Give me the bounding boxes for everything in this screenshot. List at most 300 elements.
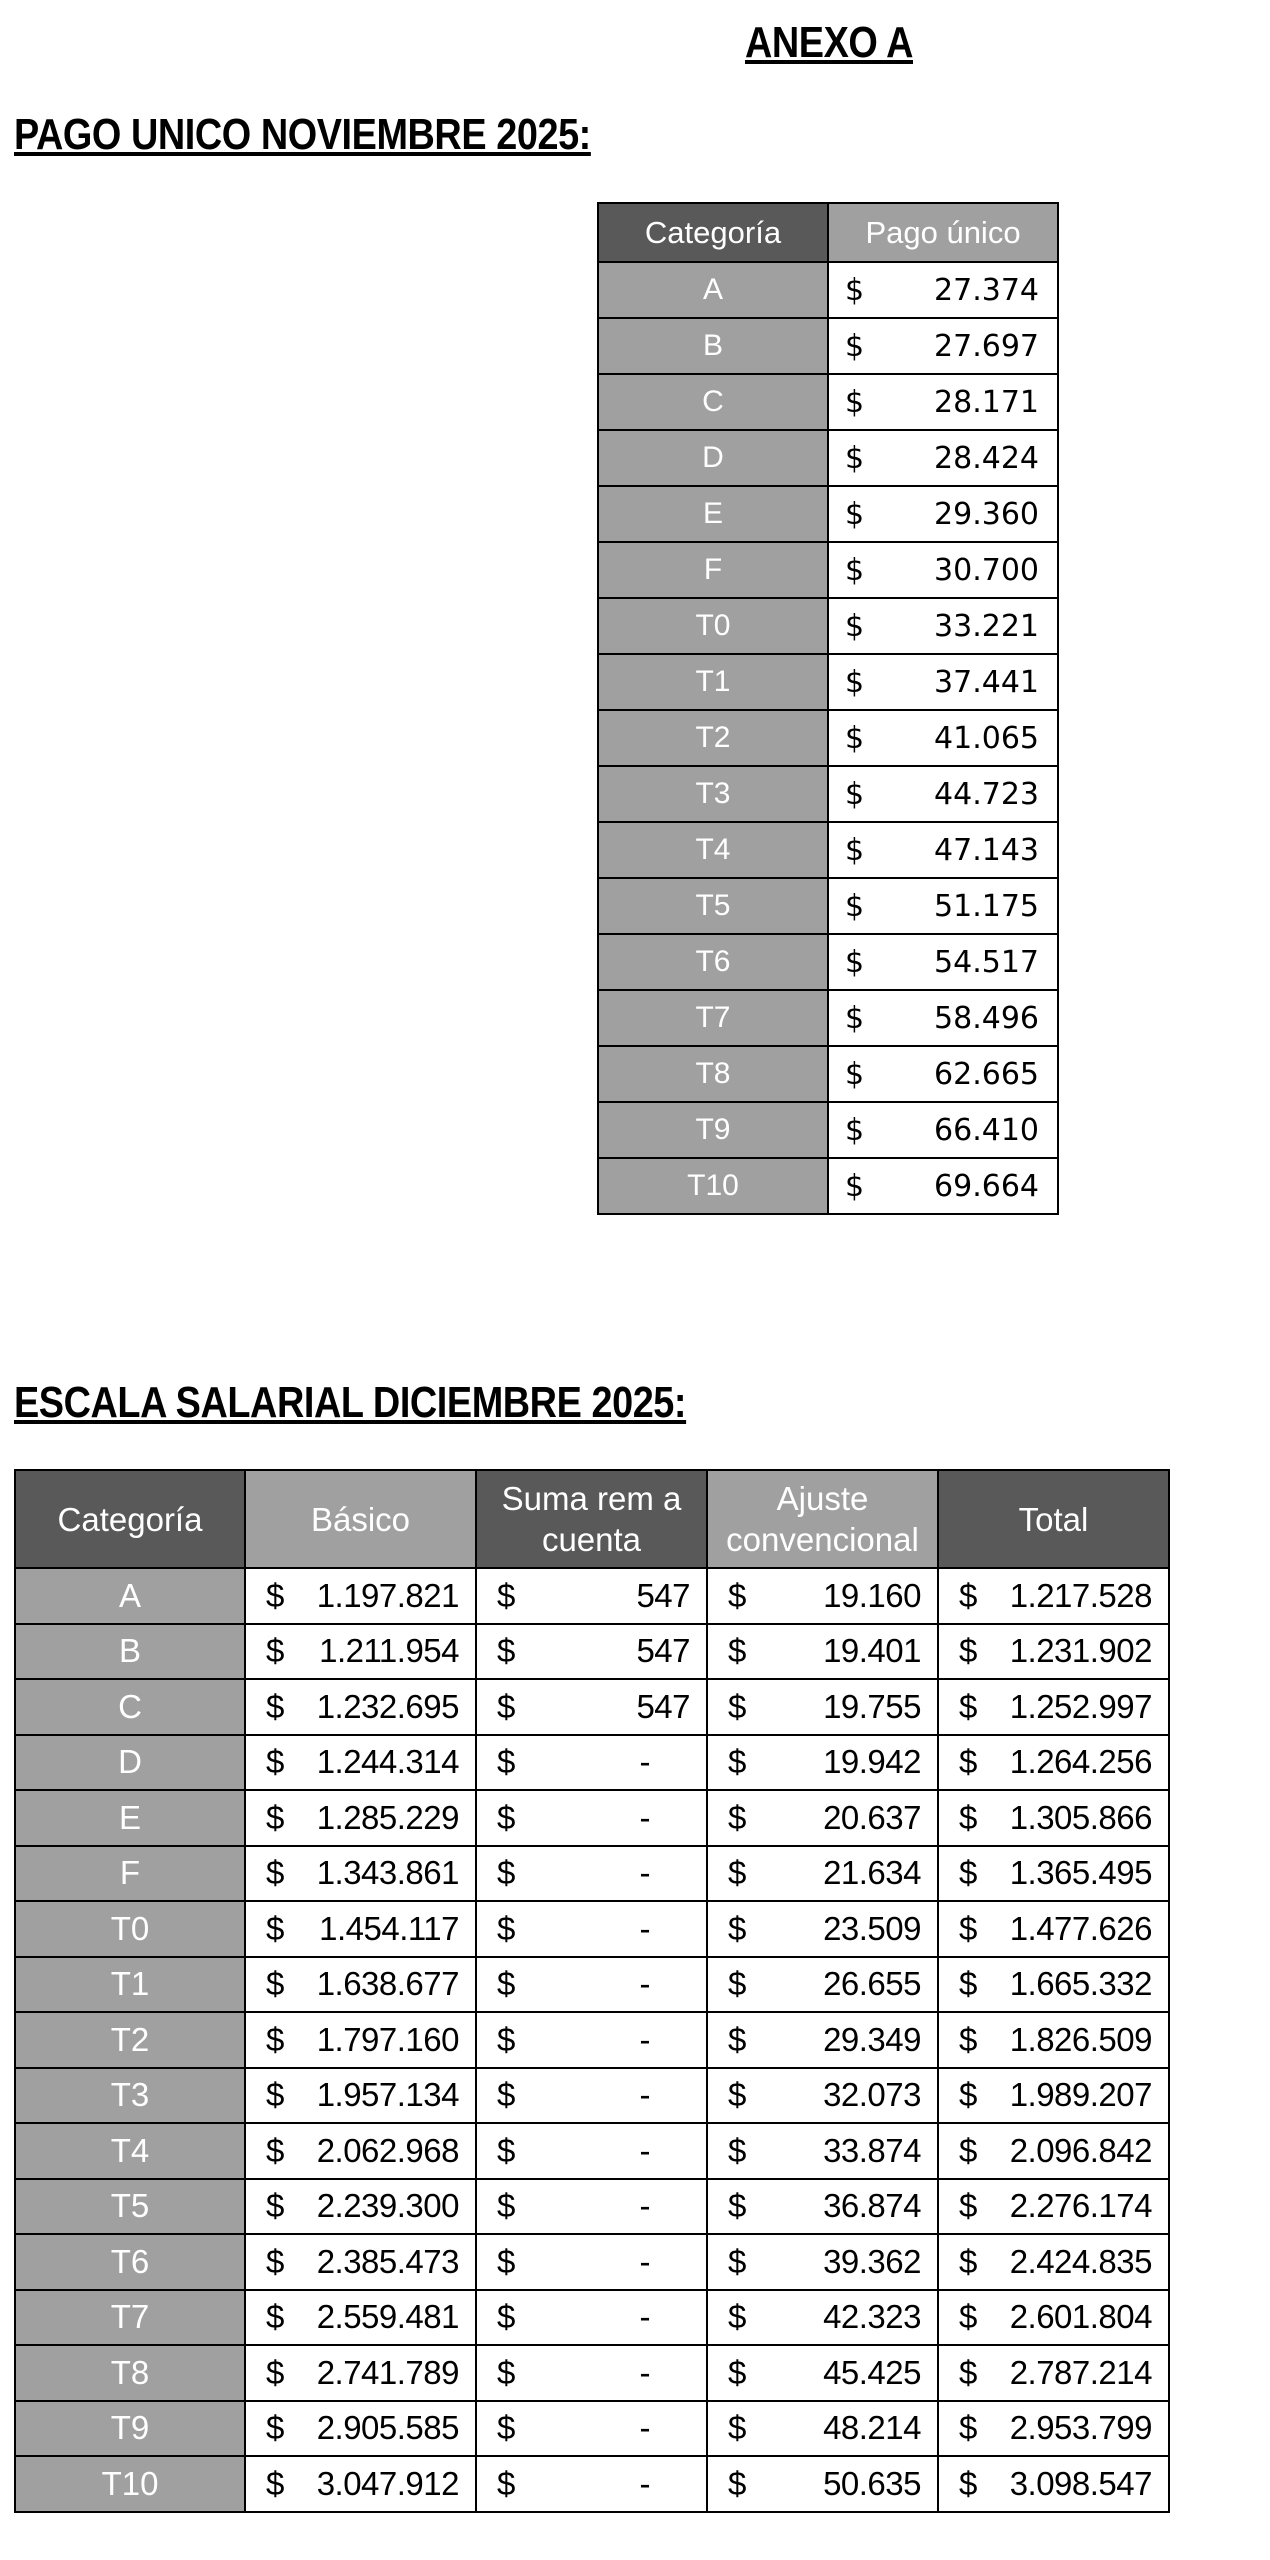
- table-row: [15, 2123, 1169, 2179]
- basico-value: 3.047.912: [316, 2464, 459, 2502]
- suma-value: 547: [636, 1576, 690, 1614]
- basico-cell: [245, 1568, 476, 1624]
- suma-cell: [476, 1901, 707, 1957]
- pago-unico-table: [597, 202, 1059, 1215]
- ajuste-cell: [707, 1846, 938, 1902]
- currency-symbol: $: [728, 2242, 746, 2280]
- currency-symbol: $: [728, 2020, 746, 2058]
- currency-symbol: $: [959, 2020, 977, 2058]
- basico-cell: [245, 2068, 476, 2124]
- basico-value: 1.197.821: [316, 1576, 459, 1614]
- category-cell: F: [15, 1846, 245, 1902]
- currency-symbol: $: [728, 2076, 746, 2114]
- ajuste-value: 45.425: [823, 2353, 921, 2391]
- category-cell: T4: [598, 822, 828, 878]
- table-row: [15, 1679, 1169, 1735]
- total-value: 1.826.509: [1009, 2020, 1152, 2058]
- category-cell: T8: [598, 1046, 828, 1102]
- currency-symbol: $: [266, 2409, 284, 2447]
- table-row: [598, 430, 1058, 486]
- suma-value: -: [639, 2020, 650, 2058]
- total-cell: [938, 1735, 1169, 1791]
- ajuste-value: 19.942: [823, 1743, 921, 1781]
- currency-symbol: $: [728, 1965, 746, 2003]
- currency-symbol: $: [845, 1056, 865, 1092]
- currency-symbol: $: [959, 1632, 977, 1670]
- currency-symbol: $: [959, 2131, 977, 2169]
- ajuste-value: 39.362: [823, 2242, 921, 2280]
- suma-value: -: [639, 2409, 650, 2447]
- category-cell: T7: [15, 2290, 245, 2346]
- ajuste-value: 19.160: [823, 1576, 921, 1614]
- amount-value: 58.496: [934, 1000, 1039, 1036]
- total-cell: [938, 1679, 1169, 1735]
- ajuste-value: 42.323: [823, 2298, 921, 2336]
- category-cell: T5: [598, 878, 828, 934]
- ajuste-value: 19.755: [823, 1687, 921, 1725]
- basico-value: 2.905.585: [316, 2409, 459, 2447]
- table-row: [598, 934, 1058, 990]
- escala-salarial-table: [14, 1469, 1170, 2513]
- table-row: [598, 822, 1058, 878]
- category-cell: T0: [15, 1901, 245, 1957]
- ajuste-cell: [707, 1568, 938, 1624]
- total-value: 2.601.804: [1009, 2298, 1152, 2336]
- ajuste-value: 23.509: [823, 1909, 921, 1947]
- header-ajuste-line-1: Ajuste: [776, 1480, 869, 1517]
- table-row: [598, 318, 1058, 374]
- currency-symbol: $: [266, 2242, 284, 2280]
- category-cell: T2: [15, 2012, 245, 2068]
- suma-value: -: [639, 2076, 650, 2114]
- currency-symbol: $: [266, 1909, 284, 1947]
- table-row: [598, 542, 1058, 598]
- currency-symbol: $: [845, 272, 865, 308]
- category-cell: D: [598, 430, 828, 486]
- currency-symbol: $: [266, 1798, 284, 1836]
- suma-value: -: [639, 1965, 650, 2003]
- basico-cell: [245, 1735, 476, 1791]
- table-row: [598, 1158, 1058, 1214]
- basico-value: 1.797.160: [316, 2020, 459, 2058]
- basico-cell: [245, 2401, 476, 2457]
- table-row: [598, 598, 1058, 654]
- total-cell: [938, 2123, 1169, 2179]
- basico-cell: [245, 2456, 476, 2512]
- category-cell: T1: [598, 654, 828, 710]
- currency-symbol: $: [845, 720, 865, 756]
- table-row: [598, 766, 1058, 822]
- basico-value: 2.062.968: [316, 2131, 459, 2169]
- table-row: [15, 1735, 1169, 1791]
- table-row: [598, 1102, 1058, 1158]
- amount-value: 51.175: [934, 888, 1039, 924]
- header-basico: Básico: [245, 1470, 476, 1568]
- table-row: [15, 1846, 1169, 1902]
- suma-cell: [476, 1790, 707, 1846]
- currency-symbol: $: [497, 2242, 515, 2280]
- total-cell: [938, 2068, 1169, 2124]
- basico-cell: [245, 1790, 476, 1846]
- currency-symbol: $: [845, 832, 865, 868]
- amount-value: 28.424: [934, 440, 1039, 476]
- suma-cell: [476, 2012, 707, 2068]
- table-row: [598, 878, 1058, 934]
- table-row: [598, 1046, 1058, 1102]
- currency-symbol: $: [959, 1909, 977, 1947]
- currency-symbol: $: [266, 2464, 284, 2502]
- currency-symbol: $: [266, 2353, 284, 2391]
- currency-symbol: $: [959, 2464, 977, 2502]
- currency-symbol: $: [266, 1743, 284, 1781]
- table-row: [15, 2456, 1169, 2512]
- basico-value: 2.385.473: [316, 2242, 459, 2280]
- suma-value: -: [639, 2464, 650, 2502]
- currency-symbol: $: [266, 1965, 284, 2003]
- ajuste-value: 48.214: [823, 2409, 921, 2447]
- currency-symbol: $: [728, 1576, 746, 1614]
- currency-symbol: $: [497, 2187, 515, 2225]
- page-title: ANEXO A: [745, 18, 913, 67]
- currency-symbol: $: [959, 1576, 977, 1614]
- amount-value: 29.360: [934, 496, 1039, 532]
- category-cell: T9: [598, 1102, 828, 1158]
- ajuste-cell: [707, 2068, 938, 2124]
- total-value: 1.365.495: [1009, 1854, 1152, 1892]
- ajuste-cell: [707, 1790, 938, 1846]
- suma-cell: [476, 1957, 707, 2013]
- ajuste-cell: [707, 1901, 938, 1957]
- pago-unico-cell: [828, 598, 1058, 654]
- ajuste-value: 36.874: [823, 2187, 921, 2225]
- category-cell: D: [15, 1735, 245, 1791]
- ajuste-value: 20.637: [823, 1798, 921, 1836]
- currency-symbol: $: [266, 2131, 284, 2169]
- ajuste-value: 50.635: [823, 2464, 921, 2502]
- basico-cell: [245, 2345, 476, 2401]
- amount-value: 62.665: [934, 1056, 1039, 1092]
- total-value: 2.276.174: [1009, 2187, 1152, 2225]
- ajuste-cell: [707, 2234, 938, 2290]
- pago-unico-cell: [828, 878, 1058, 934]
- pago-unico-cell: [828, 766, 1058, 822]
- table-row: [15, 1901, 1169, 1957]
- category-cell: A: [15, 1568, 245, 1624]
- basico-value: 2.239.300: [316, 2187, 459, 2225]
- currency-symbol: $: [845, 384, 865, 420]
- basico-value: 2.559.481: [316, 2298, 459, 2336]
- ajuste-cell: [707, 1624, 938, 1680]
- currency-symbol: $: [497, 2020, 515, 2058]
- total-cell: [938, 1901, 1169, 1957]
- amount-value: 66.410: [934, 1112, 1039, 1148]
- currency-symbol: $: [497, 1854, 515, 1892]
- total-value: 1.477.626: [1009, 1909, 1152, 1947]
- pago-unico-cell: [828, 990, 1058, 1046]
- amount-value: 27.697: [934, 328, 1039, 364]
- currency-symbol: $: [728, 1909, 746, 1947]
- suma-value: -: [639, 2131, 650, 2169]
- table-row: [15, 1568, 1169, 1624]
- total-value: 2.424.835: [1009, 2242, 1152, 2280]
- currency-symbol: $: [845, 440, 865, 476]
- amount-value: 30.700: [934, 552, 1039, 588]
- category-cell: T3: [598, 766, 828, 822]
- amount-value: 54.517: [934, 944, 1039, 980]
- header-ajuste: [707, 1470, 938, 1568]
- suma-cell: [476, 2068, 707, 2124]
- basico-cell: [245, 1846, 476, 1902]
- basico-value: 1.454.117: [319, 1909, 459, 1947]
- pago-unico-cell: [828, 654, 1058, 710]
- category-cell: E: [15, 1790, 245, 1846]
- category-cell: T8: [15, 2345, 245, 2401]
- basico-value: 2.741.789: [316, 2353, 459, 2391]
- currency-symbol: $: [497, 2131, 515, 2169]
- category-cell: T10: [598, 1158, 828, 1214]
- suma-cell: [476, 2456, 707, 2512]
- currency-symbol: $: [728, 1798, 746, 1836]
- suma-cell: [476, 1846, 707, 1902]
- total-value: 1.252.997: [1009, 1687, 1152, 1725]
- total-cell: [938, 1846, 1169, 1902]
- ajuste-value: 19.401: [823, 1632, 921, 1670]
- suma-value: -: [639, 1909, 650, 1947]
- category-cell: T7: [598, 990, 828, 1046]
- amount-value: 41.065: [934, 720, 1039, 756]
- suma-cell: [476, 1624, 707, 1680]
- currency-symbol: $: [845, 888, 865, 924]
- total-cell: [938, 2456, 1169, 2512]
- ajuste-cell: [707, 2290, 938, 2346]
- basico-cell: [245, 1624, 476, 1680]
- currency-symbol: $: [845, 664, 865, 700]
- currency-symbol: $: [959, 1687, 977, 1725]
- total-value: 2.096.842: [1009, 2131, 1152, 2169]
- currency-symbol: $: [728, 2131, 746, 2169]
- table-row: [598, 262, 1058, 318]
- total-cell: [938, 2012, 1169, 2068]
- currency-symbol: $: [497, 2464, 515, 2502]
- total-value: 1.231.902: [1009, 1632, 1152, 1670]
- table-row: [15, 2345, 1169, 2401]
- suma-value: 547: [636, 1632, 690, 1670]
- table-header-row: [15, 1470, 1169, 1568]
- basico-cell: [245, 1901, 476, 1957]
- ajuste-cell: [707, 2179, 938, 2235]
- basico-cell: [245, 2234, 476, 2290]
- header-categoria: Categoría: [15, 1470, 245, 1568]
- pago-unico-cell: [828, 822, 1058, 878]
- total-cell: [938, 2179, 1169, 2235]
- pago-unico-cell: [828, 374, 1058, 430]
- ajuste-cell: [707, 1735, 938, 1791]
- pago-unico-cell: [828, 262, 1058, 318]
- table-row: [15, 2179, 1169, 2235]
- ajuste-value: 21.634: [823, 1854, 921, 1892]
- total-cell: [938, 2401, 1169, 2457]
- ajuste-value: 33.874: [823, 2131, 921, 2169]
- suma-value: -: [639, 1743, 650, 1781]
- amount-value: 69.664: [934, 1168, 1039, 1204]
- currency-symbol: $: [845, 1168, 865, 1204]
- amount-value: 27.374: [934, 272, 1039, 308]
- basico-cell: [245, 1679, 476, 1735]
- category-cell: T3: [15, 2068, 245, 2124]
- ajuste-cell: [707, 1679, 938, 1735]
- currency-symbol: $: [266, 2298, 284, 2336]
- table-row: [598, 654, 1058, 710]
- ajuste-cell: [707, 2345, 938, 2401]
- pago-unico-cell: [828, 1046, 1058, 1102]
- total-value: 1.665.332: [1009, 1965, 1152, 2003]
- suma-cell: [476, 1735, 707, 1791]
- category-cell: A: [598, 262, 828, 318]
- table-row: [598, 486, 1058, 542]
- currency-symbol: $: [728, 1743, 746, 1781]
- currency-symbol: $: [497, 2076, 515, 2114]
- total-value: 1.305.866: [1009, 1798, 1152, 1836]
- total-cell: [938, 1624, 1169, 1680]
- category-cell: C: [15, 1679, 245, 1735]
- currency-symbol: $: [959, 2242, 977, 2280]
- currency-symbol: $: [845, 776, 865, 812]
- currency-symbol: $: [845, 496, 865, 532]
- suma-cell: [476, 2345, 707, 2401]
- currency-symbol: $: [497, 2409, 515, 2447]
- header-pago-unico: Pago único: [828, 203, 1058, 262]
- basico-value: 1.232.695: [316, 1687, 459, 1725]
- amount-value: 33.221: [934, 608, 1039, 644]
- currency-symbol: $: [845, 608, 865, 644]
- basico-cell: [245, 2179, 476, 2235]
- basico-cell: [245, 2123, 476, 2179]
- currency-symbol: $: [959, 2298, 977, 2336]
- total-value: 1.217.528: [1009, 1576, 1152, 1614]
- category-cell: B: [598, 318, 828, 374]
- category-cell: C: [598, 374, 828, 430]
- table-row: [15, 2234, 1169, 2290]
- basico-value: 1.957.134: [316, 2076, 459, 2114]
- currency-symbol: $: [959, 2409, 977, 2447]
- table-row: [598, 990, 1058, 1046]
- currency-symbol: $: [728, 1632, 746, 1670]
- table-row: [15, 2012, 1169, 2068]
- currency-symbol: $: [845, 328, 865, 364]
- currency-symbol: $: [959, 1798, 977, 1836]
- currency-symbol: $: [266, 1576, 284, 1614]
- pago-unico-cell: [828, 542, 1058, 598]
- pago-unico-cell: [828, 934, 1058, 990]
- suma-value: -: [639, 2353, 650, 2391]
- basico-value: 1.343.861: [316, 1854, 459, 1892]
- currency-symbol: $: [497, 1743, 515, 1781]
- ajuste-value: 26.655: [823, 1965, 921, 2003]
- category-cell: T6: [598, 934, 828, 990]
- currency-symbol: $: [728, 1854, 746, 1892]
- ajuste-cell: [707, 2456, 938, 2512]
- suma-cell: [476, 1679, 707, 1735]
- category-cell: T1: [15, 1957, 245, 2013]
- currency-symbol: $: [497, 1909, 515, 1947]
- pago-unico-cell: [828, 710, 1058, 766]
- currency-symbol: $: [497, 1798, 515, 1836]
- table-row: [15, 1957, 1169, 2013]
- category-cell: T5: [15, 2179, 245, 2235]
- currency-symbol: $: [959, 2353, 977, 2391]
- amount-value: 37.441: [934, 664, 1039, 700]
- amount-value: 28.171: [934, 384, 1039, 420]
- currency-symbol: $: [728, 2409, 746, 2447]
- category-cell: E: [598, 486, 828, 542]
- pago-unico-cell: [828, 1102, 1058, 1158]
- currency-symbol: $: [266, 1687, 284, 1725]
- basico-value: 1.211.954: [319, 1632, 459, 1670]
- header-suma-rem: [476, 1470, 707, 1568]
- category-cell: T4: [15, 2123, 245, 2179]
- header-suma-line-1: Suma rem a: [501, 1480, 682, 1517]
- ajuste-cell: [707, 2401, 938, 2457]
- currency-symbol: $: [845, 552, 865, 588]
- table-row: [598, 710, 1058, 766]
- currency-symbol: $: [497, 1576, 515, 1614]
- pago-unico-cell: [828, 486, 1058, 542]
- header-ajuste-line-2: convencional: [726, 1521, 919, 1558]
- suma-cell: [476, 1568, 707, 1624]
- header-categoria: Categoría: [598, 203, 828, 262]
- currency-symbol: $: [959, 1743, 977, 1781]
- table-row: [15, 2068, 1169, 2124]
- suma-cell: [476, 2179, 707, 2235]
- total-cell: [938, 2345, 1169, 2401]
- basico-value: 1.638.677: [316, 1965, 459, 2003]
- currency-symbol: $: [728, 1687, 746, 1725]
- currency-symbol: $: [497, 1687, 515, 1725]
- ajuste-cell: [707, 2123, 938, 2179]
- table-row: [598, 374, 1058, 430]
- currency-symbol: $: [845, 1000, 865, 1036]
- currency-symbol: $: [845, 944, 865, 980]
- currency-symbol: $: [497, 1965, 515, 2003]
- suma-value: -: [639, 2298, 650, 2336]
- basico-cell: [245, 2012, 476, 2068]
- currency-symbol: $: [959, 1854, 977, 1892]
- currency-symbol: $: [266, 1632, 284, 1670]
- total-value: 1.989.207: [1009, 2076, 1152, 2114]
- currency-symbol: $: [266, 2187, 284, 2225]
- total-value: 2.787.214: [1009, 2353, 1152, 2391]
- currency-symbol: $: [497, 1632, 515, 1670]
- currency-symbol: $: [497, 2298, 515, 2336]
- header-suma-line-2: cuenta: [541, 1521, 642, 1558]
- suma-cell: [476, 2290, 707, 2346]
- category-cell: F: [598, 542, 828, 598]
- suma-value: 547: [636, 1687, 690, 1725]
- total-cell: [938, 2234, 1169, 2290]
- ajuste-value: 29.349: [823, 2020, 921, 2058]
- currency-symbol: $: [959, 1965, 977, 2003]
- table-row: [15, 1790, 1169, 1846]
- ajuste-cell: [707, 1957, 938, 2013]
- total-value: 1.264.256: [1009, 1743, 1152, 1781]
- category-cell: T0: [598, 598, 828, 654]
- currency-symbol: $: [266, 2020, 284, 2058]
- suma-cell: [476, 2401, 707, 2457]
- total-cell: [938, 2290, 1169, 2346]
- currency-symbol: $: [266, 2076, 284, 2114]
- header-total: Total: [938, 1470, 1169, 1568]
- currency-symbol: $: [728, 2464, 746, 2502]
